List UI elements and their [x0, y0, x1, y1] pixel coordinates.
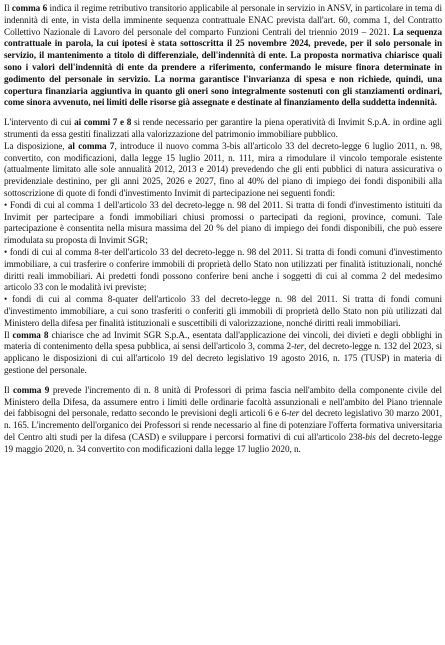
bold-run: comma 9: [13, 384, 50, 395]
paragraph-comma-6: [4, 3, 442, 109]
paragraph-comma-9: [4, 385, 442, 456]
bold-run: ai commi 7 e 8: [74, 117, 132, 128]
paragraph-commi-7-8: [4, 117, 442, 141]
paragraph-comma-7: [4, 141, 442, 200]
text-run: Il: [4, 3, 12, 13]
text-run: del decreto-legge 19 maggio 2020, n. 34 convertito con modificazioni dalla legge 17 luglio 2020, n.: [4, 431, 442, 454]
bold-run: comma 6: [11, 3, 48, 13]
bold-run: comma 8: [12, 329, 49, 340]
bullet-item-3: • fondi di cui al comma 8-quater dell'articolo 33 del decreto-legge n. 98 del 2011. Si tratta di fondi comuni d'investimento immobiliare, a cui sono trasferiti o conferiti gli immobili di proprietà dello Stato non più utilizzati dal Ministero della difesa per finalità istituzionali e suscettibili di valorizzazione, nonché diritti reali immobiliari.: [4, 294, 442, 328]
bullet-item-2: • fondi di cui al comma 8-ter dell'articolo 33 del decreto-legge n. 98 del 2011. Si tratta di fondi comuni d'investimento immobiliare, a cui trasferire o conferire immobili di proprietà dello Stato non utilizzati per finalità istituzionali, nonché diritti reali immobiliari. Ai predetti fondi possono conferire beni anche i soggetti di cui al comma 2 del medesimo articolo 33 con le modalità ivi previste;: [4, 246, 442, 293]
text-run: La disposizione,: [4, 140, 68, 151]
text-run: L'intervento di cui: [4, 117, 75, 128]
italic-run: ter: [289, 408, 300, 419]
text-run: Il: [4, 384, 13, 395]
text-run: , introduce il nuovo comma 3-bis all'articolo 33 del decreto-legge 6 luglio 2011, n. 98, convertito, con modificazioni, dalla legge 15 luglio 2011, n. 111, mira a rimodulare il vincolo temporale esistente (attualmente limitato alle sole annualità 2012, 2013 e 2014) prevedendo che gli enti pubblici di natura assicurativa o previdenziale destinino, per gli anni 2025, 2026 e 2027, fino al 40% del piano di impiego dei fondi disponibili alla sottoscrizione di quote di fondi d'investimento Invimit di partecipazione nei seguenti fondi:: [4, 140, 443, 198]
text-run: prevede l'incremento di n. 8 unità di Professori di prima fascia nell'ambito della componente civile del Ministero della Difesa, da assumere entro i limiti delle ordinarie facoltà assunzionali e nell'ambito del Piano triennale dei fabbisogni del personale, redatto secondo le previsioni degli articoli 6 e 6-: [4, 384, 442, 419]
bold-run: al comma 7: [67, 140, 115, 151]
italic-run: bis: [365, 431, 376, 442]
text-run: indica il regime retributivo transitorio applicabile al personale in servizio in ANSV, in particolare in tema di indennità di ente, in vista della imminente sequenza contrattuale ENAC prevista dall'art. 60, comma 1, del Contratto Collettivo Nazionale di Lavoro del personale del comparto Funzioni Centrali del triennio 2019 – 2021.: [4, 3, 442, 37]
text-run: del decreto legislativo 30 marzo 2001, n. 165. L'incremento dell'organico dei Professori si rende necessario al fine di potenziare l'offerta formativa universitaria del Centro alti studi per la difesa (CASD) e sviluppare i percorsi formativi di cui all'articolo 238-: [4, 408, 442, 442]
text-run: Il: [4, 329, 13, 340]
italic-run: ter: [294, 341, 305, 352]
text-run: chiarisce che ad Invimit SGR S.p.A., esentata dall'applicazione dei vincoli, dei divieti e degli obblighi in materia di contenimento della spesa pubblica, ai sensi dell'articolo 3, comma 2-: [4, 329, 442, 352]
paragraph-comma-8: [4, 330, 442, 377]
bold-run: La sequenza contrattuale in parola, la cui ipotesi è stata sottoscritta il 25 novembre 2024, prevede, per il solo personale in servizio, il mantenimento a titolo di differenziale, dell'indennità di ente. La proposta normativa chiarisce quali sono i valori dell'indennità di ente da prendere a riferimento, confermando le misure finora determinate in godimento del personale in servizio. La norma garantisce l'invarianza di spesa e non richiede, quindi, una copertura finanziaria aggiuntiva in quanto gli oneri sono integralmente sostenuti con gli stanziamenti ordinari, come sinora avvenuto, nei limiti delle risorse già assegnate e destinate al finanziamento della suddetta indennità.: [4, 26, 442, 108]
text-run: si rende necessario per garantire la piena operatività di Invimit S.p.A. in ordine agli strumenti da essa gestiti finalizzati alla valorizzazione del patrimonio immobiliare pubblico.: [4, 117, 442, 139]
text-run: , del decreto-legge n. 132 del 2023, si applicano le disposizioni di cui all'articolo 19 del decreto legislativo 19 agosto 2016, n. 175 (TUSP) in materia di gestione del personale.: [4, 341, 442, 375]
bullet-item-1: • Fondi di cui al comma 1 dell'articolo 33 del decreto-legge n. 98 del 2011. Si tratta di fondi d'investimento istituiti da Invimit per partecipare a fondi immobiliari chiusi promossi o partecipati da regioni, province, comuni. Tale partecipazione è consentita nella misura massima del 20 % del piano di impiego dei fondi disponibili, che può essere rimodulata su proposta di Invimit SGR;: [4, 199, 442, 246]
